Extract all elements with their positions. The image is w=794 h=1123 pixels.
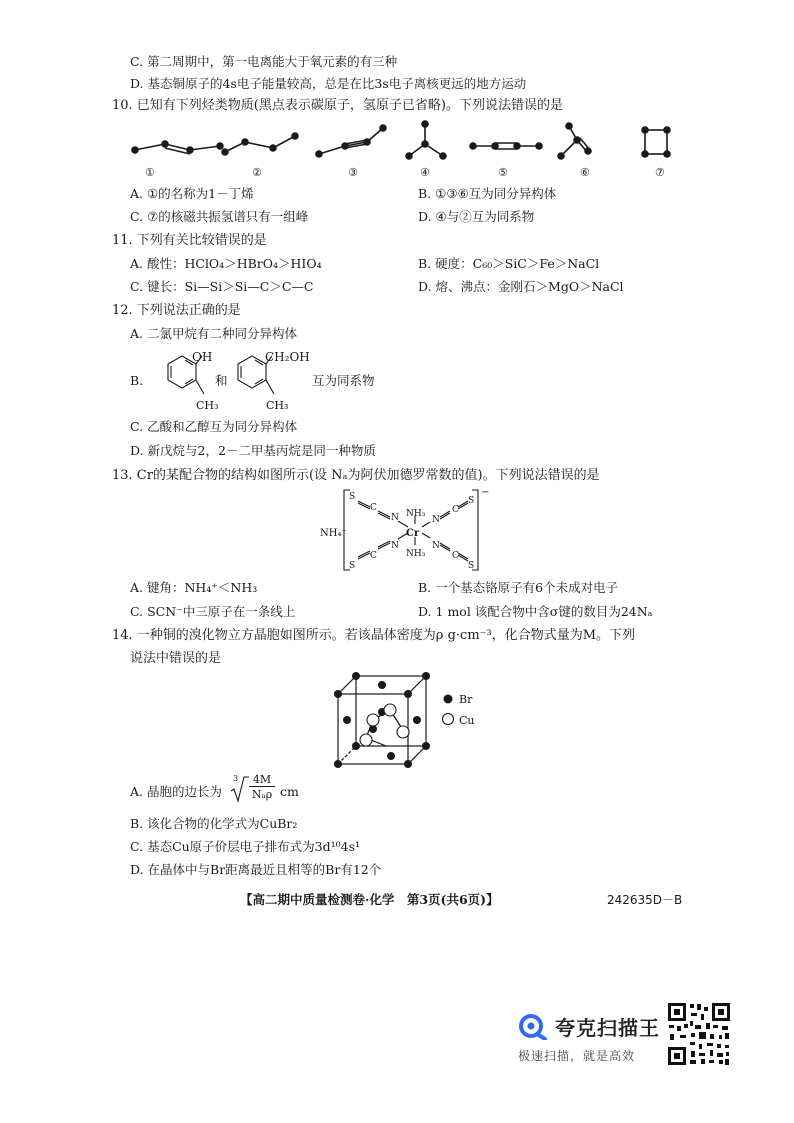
q10-stem: 10. 已知有下列烃类物质(黑点表示碳原子，氢原子已省略)。下列说法错误的是 xyxy=(112,98,563,113)
q9-option-d: D. 基态铜原子的4s电子能量较高，总是在比3s电子离核更远的地方运动 xyxy=(130,76,527,91)
q12-option-c: C. 乙酸和乙醇互为同分异构体 xyxy=(130,419,298,434)
ch2oh-label: CH₂OH xyxy=(265,350,310,364)
frac-numerator: 4M xyxy=(249,773,275,787)
q12-option-b-label: B. xyxy=(130,373,144,388)
structure-5 xyxy=(470,143,542,149)
label-2: ② xyxy=(252,166,262,179)
q11-option-d: D. 熔、沸点：金刚石＞MgO＞NaCl xyxy=(418,279,624,294)
q10-option-a: A. ①的名称为1－丁烯 xyxy=(130,186,254,201)
scanner-brand-name: 夸克扫描王 xyxy=(555,1016,660,1040)
n-atom-2: N xyxy=(432,515,440,525)
q10-structures xyxy=(125,118,685,178)
q11-option-b: B. 硬度：C₆₀＞SiC＞Fe＞NaCl xyxy=(418,256,600,271)
ch3-label-2: CH₃ xyxy=(266,399,289,412)
root-index: 3 xyxy=(233,774,239,783)
label-3: ③ xyxy=(348,166,358,179)
q10-option-c: C. ⑦的核磁共振氢谱只有一组峰 xyxy=(130,209,309,224)
ch3-label-1: CH₃ xyxy=(196,399,219,412)
nh3-top: NH₃ xyxy=(406,509,426,519)
c-atom-2: C xyxy=(452,505,459,515)
s-atom-2: S xyxy=(468,496,475,506)
q13-option-b: B. 一个基态铬原子有6个未成对电子 xyxy=(418,580,619,595)
legend-cu: Cu xyxy=(459,714,475,727)
q13-stem: 13. Cr的某配合物的结构如图所示(设 Nₐ为阿伏加德罗常数的值)。下列说法错误的是 xyxy=(112,468,600,483)
q9-option-c: C. 第二周期中，第一电离能大于氧元素的有三种 xyxy=(130,54,398,69)
q11-option-c: C. 键长：Si—Si＞Si—C＞C—C xyxy=(130,279,314,294)
structure-3 xyxy=(316,125,386,157)
oh-label: OH xyxy=(192,350,213,364)
c-atom-3: C xyxy=(370,551,377,561)
q14-option-c: C. 基态Cu原子价层电子排布式为3d¹⁰4s¹ xyxy=(130,839,361,854)
complex-charge: − xyxy=(481,487,490,498)
nh4-cation: NH₄⁺ xyxy=(320,528,347,539)
q11-stem: 11. 下列有关比较错误的是 xyxy=(112,233,267,248)
structure-6 xyxy=(558,123,591,159)
q10-option-d: D. ④与②互为同系物 xyxy=(418,209,535,224)
n-atom-4: N xyxy=(432,541,440,551)
q14-stem-line1: 14. 一种铜的溴化物立方晶胞如图所示。若该晶体密度为ρ g·cm⁻³，化合物式量为M。下列 xyxy=(112,628,636,643)
q14-option-a-prefix: A. 晶胞的边长为 xyxy=(130,784,222,799)
unit-cell-diagram xyxy=(328,668,438,768)
s-atom-1: S xyxy=(349,492,356,502)
label-7: ⑦ xyxy=(655,166,665,179)
structure-1 xyxy=(132,141,223,154)
unit-cm: cm xyxy=(280,784,299,799)
q14-option-b: B. 该化合物的化学式为CuBr₂ xyxy=(130,816,298,831)
structure-2 xyxy=(222,133,298,155)
q13-option-c: C. SCN⁻中三原子在一条线上 xyxy=(130,604,296,619)
n-atom-3: N xyxy=(391,541,399,551)
scanner-slogan: 极速扫描，就是高效 xyxy=(518,1049,636,1063)
label-4: ④ xyxy=(420,166,430,179)
q12-option-d: D. 新戊烷与2，2－二甲基丙烷是同一种物质 xyxy=(130,443,376,458)
radical-sign xyxy=(230,775,250,803)
scanner-logo-icon xyxy=(515,1012,549,1040)
c-atom-4: C xyxy=(452,551,459,561)
q13-option-a: A. 键角：NH₄⁺＜NH₃ xyxy=(130,580,258,595)
and-word: 和 xyxy=(215,373,228,388)
q10-option-b: B. ①③⑥互为同分异构体 xyxy=(418,186,557,201)
legend-markers xyxy=(441,692,455,726)
label-5: ⑤ xyxy=(498,166,508,179)
cr-center: Cr xyxy=(406,528,420,539)
homolog-text: 互为同系物 xyxy=(312,373,375,388)
label-1: ① xyxy=(145,166,155,179)
page-footer-title: 【高二期中质量检测卷·化学 第3页(共6页)】 xyxy=(240,892,499,907)
nh3-bottom: NH₃ xyxy=(406,549,426,559)
label-6: ⑥ xyxy=(580,166,590,179)
s-atom-4: S xyxy=(468,561,475,571)
paper-code: 242635D－B xyxy=(607,893,683,907)
s-atom-3: S xyxy=(349,561,356,571)
c-atom-1: C xyxy=(370,503,377,513)
q11-option-a: A. 酸性：HClO₄＞HBrO₄＞HIO₄ xyxy=(130,256,322,271)
q12-stem: 12. 下列说法正确的是 xyxy=(112,303,241,318)
q12-option-a: A. 二氯甲烷有二种同分异构体 xyxy=(130,326,297,341)
structure-7 xyxy=(642,127,670,157)
q14-option-d: D. 在晶体中与Br距离最近且相等的Br有12个 xyxy=(130,862,382,877)
qr-code-icon xyxy=(666,1001,732,1067)
frac-denominator: Nₐρ xyxy=(251,788,273,801)
q13-option-d: D. 1 mol 该配合物中含σ键的数目为24Nₐ xyxy=(418,604,653,619)
structure-4 xyxy=(406,121,446,159)
q14-stem-line2: 说法中错误的是 xyxy=(130,651,222,666)
n-atom-1: N xyxy=(391,513,399,523)
legend-br: Br xyxy=(459,693,473,706)
